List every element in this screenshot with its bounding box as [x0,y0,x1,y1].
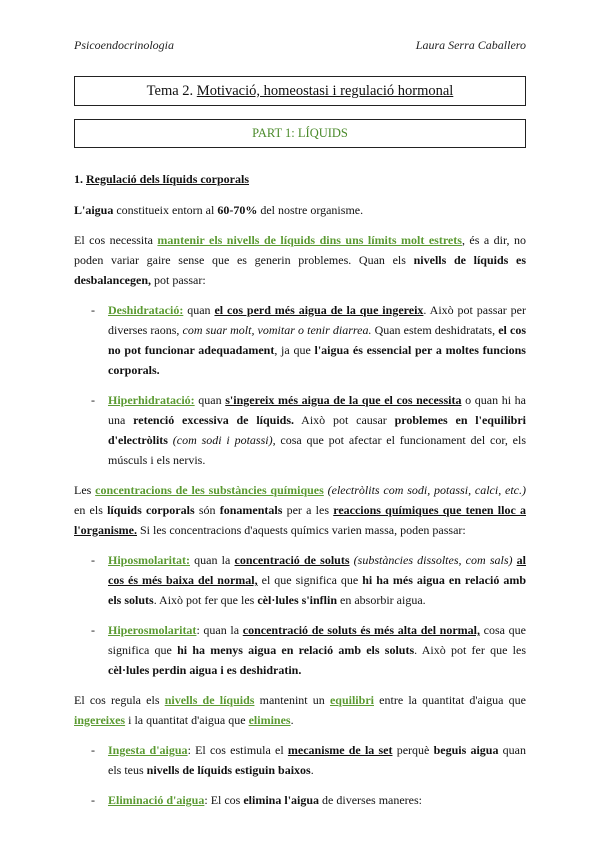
emphasis: retenció excessiva de líquids. [133,413,295,427]
text: cosa que pot afectar el funcionament del cor, els músculs i els nervis. [108,433,526,467]
list-intake-elimination [74,740,526,810]
text: Això pot causar [294,413,395,427]
dash-bullet: - [91,553,95,567]
emphasis: concentració de soluts [234,553,350,567]
paragraph-concentrations [74,480,526,540]
text: quan els teus [108,743,527,777]
text: pot passar: [151,273,206,287]
text: . [290,713,294,727]
text: quan [183,303,215,317]
text: perquè [392,743,434,757]
emphasis: hi ha menys aigua en relació amb els soluts [177,643,415,657]
highlight: equilibri [329,693,374,707]
text: . Això pot passar per diverses raons, [108,303,526,337]
text: i la quantitat d'aigua que [125,713,249,727]
term: Hiposmolaritat: [108,553,190,567]
text: del nostre organisme. [257,203,364,217]
title-prefix: Tema 2. [146,83,197,99]
emphasis: el cos perd més aigua de la que ingereix [214,303,424,317]
title-box [74,76,526,106]
text: el que significa que [257,573,363,587]
emphasis: cèl·lules perdin aigua i es deshidratin. [108,663,302,677]
text: o quan hi ha una [108,393,527,427]
text: , és a dir, no poden variar gaire sense que es generin problemes. Quan els [74,233,527,267]
term: Hiperosmolaritat [108,623,197,637]
dash-bullet: - [91,793,95,807]
section-heading [74,169,526,189]
emphasis: l'aigua és essencial per a moltes funcions corporals. [108,343,526,377]
text: en els [74,503,108,517]
text: mantenint un [254,693,330,707]
text: . [310,763,314,777]
text: quan [194,393,226,407]
dash-bullet: - [91,303,95,317]
paragraph-water-percentage [74,200,526,220]
emphasis: cèl·lules s'inflin [257,593,338,607]
highlight: ingereixes [74,713,126,727]
highlight: mantenir els nivells de líquids dins uns límits molt estrets [157,233,462,247]
emphasis: nivells de líquids es desbalancegen, [74,253,526,287]
title-text: Motivació, homeostasi i regulació hormonal [196,83,454,99]
text: quan la [190,553,235,567]
document-body [74,169,526,820]
part-label: PART 1: LÍQUIDS [252,126,348,140]
emphasis: problemes en l'equilibri d'electròlits [108,413,526,447]
dash-bullet: - [91,623,95,637]
example: (substàncies dissoltes, com sals) [349,553,513,567]
emphasis: líquids corporals [107,503,195,517]
text: , ja que [274,343,315,357]
section-title: Regulació dels líquids corporals [86,172,250,186]
text: El cos regula els [74,693,165,707]
highlight: nivells de líquids [164,693,255,707]
emphasis: hi ha més aigua en relació amb els soluts [108,573,527,607]
text: entre la quantitat d'aigua que [373,693,526,707]
text: cosa que significa que [108,623,526,657]
text: . Això pot fer que les [153,593,258,607]
list-item [74,620,526,680]
highlight: concentracions de les substàncies químiques [95,483,324,497]
list-hydration [74,300,526,470]
paragraph-limits [74,230,526,290]
text: : El cos estimula el [187,743,288,757]
term: Ingesta d'aigua [108,743,188,757]
example: (com sodi i potassi), [167,433,276,447]
term: Eliminació d'aigua [108,793,205,807]
text: són [194,503,220,517]
example: com suar molt, vomitar o tenir diarrea. [182,323,372,337]
text: per a les [282,503,334,517]
section-number: 1. [74,172,86,186]
text: de diverses maneres: [319,793,423,807]
list-item [74,550,526,610]
part-box [74,119,526,148]
term: Hiperhidratació: [108,393,195,407]
list-item [74,740,526,780]
example: (electròlits com sodi, potassi, calci, etc.) [323,483,527,497]
list-osmolarity [74,550,526,680]
text: El cos necessita [74,233,158,247]
highlight: elimines [248,713,291,727]
emphasis: el cos no pot funcionar adequadament [108,323,526,357]
emphasis: al cos és més baixa del normal, [108,553,527,587]
dash-bullet: - [91,393,95,407]
dash-bullet: - [91,743,95,757]
term-water: L'aigua [74,203,114,217]
percentage: 60-70% [217,203,258,217]
term: Deshidratació: [108,303,184,317]
emphasis: beguis aigua [433,743,499,757]
header-author: Laura Serra Caballero [415,38,526,52]
text: constitueix entorn al [113,203,218,217]
list-item [74,390,526,470]
emphasis: nivells de líquids estiguin baixos [146,763,311,777]
emphasis: concentració de soluts és més alta del normal, [242,623,481,637]
emphasis: reaccions químiques que tenen lloc a l'organisme. [74,503,527,537]
text: . Això pot fer que les [414,643,526,657]
text: en absorbir aigua. [337,593,426,607]
text: Quan estem deshidratats, [371,323,499,337]
emphasis: mecanisme de la set [287,743,393,757]
list-item [74,790,526,810]
text: Les [74,483,96,497]
emphasis: fonamentals [219,503,283,517]
emphasis: elimina l'aigua [243,793,320,807]
text: : El cos [204,793,244,807]
text: : quan la [196,623,243,637]
emphasis: s'ingereix més aigua de la que el cos necessita [225,393,462,407]
text: Si les concentracions d'aquests químics varien massa, poden passar: [137,523,466,537]
paragraph-balance [74,690,526,730]
list-item [74,300,526,380]
header-subject: Psicoendocrinologia [74,38,174,52]
